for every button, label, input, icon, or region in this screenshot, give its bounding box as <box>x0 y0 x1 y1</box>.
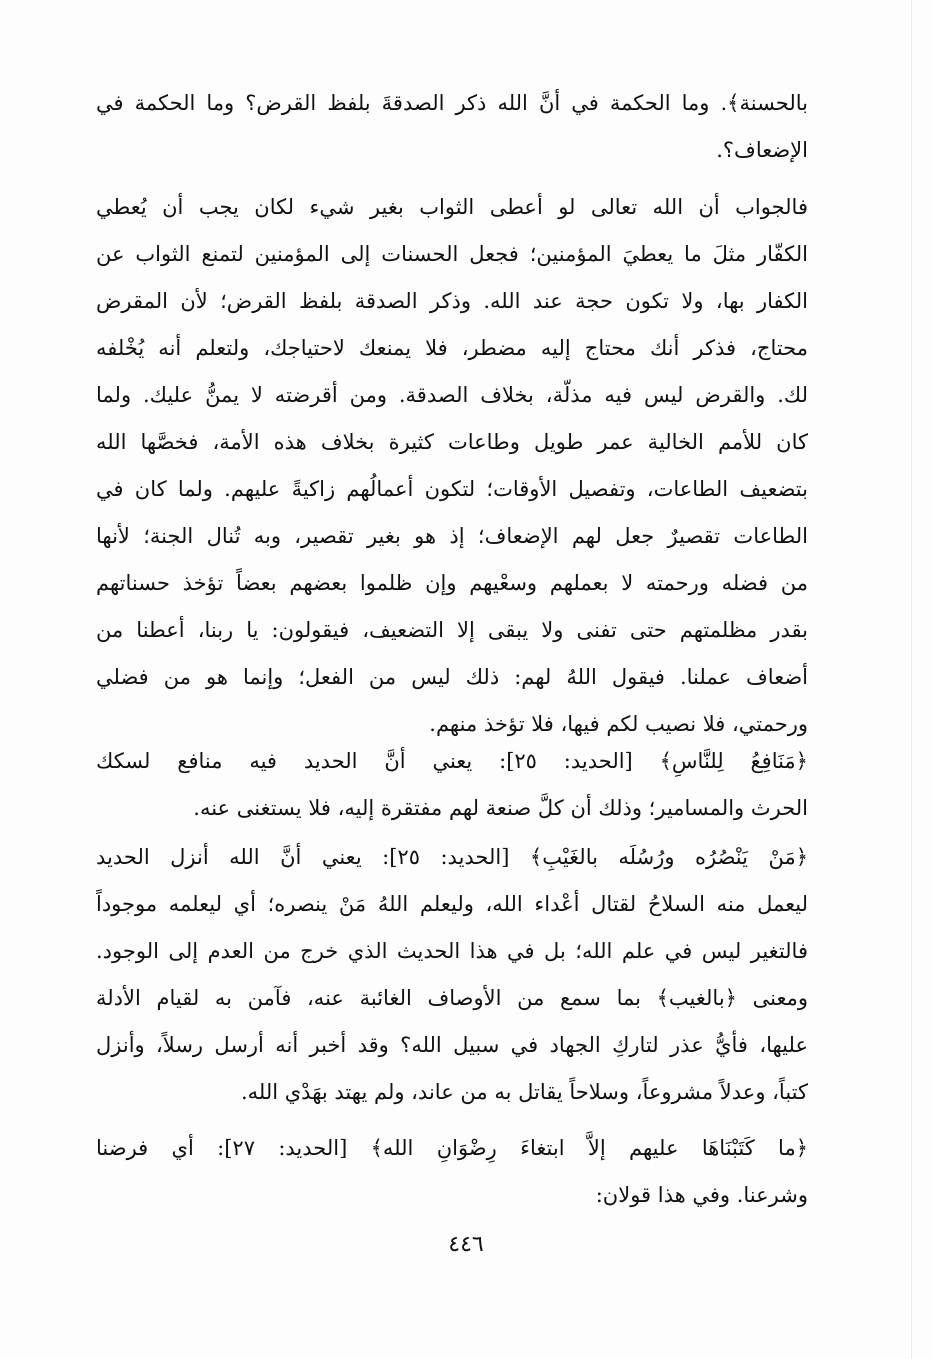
paragraph-intro-question <box>96 80 808 174</box>
paragraph-answer <box>96 184 808 748</box>
text-line: بالحسنة﴾. وما الحكمة في أنَّ الله ذكر الصدقةَ بلفظ القرض؟ وما الحكمة في <box>96 91 808 115</box>
text-line: بتضعيف الطاعات، وتفصيل الأوقات؛ لتكون أعمالُهم زاكيةً عليهم. ولما كان في <box>96 477 808 501</box>
text-line: ليعمل منه السلاحُ لقتال أعْداء الله، وليعلم اللهُ مَنْ ينصره؛ أي ليعلمه موجوداً <box>96 892 808 916</box>
text-line: كتباً، وعدلاً مشروعاً، وسلاحاً يقاتل به من عاند، ولم يهتد بهَدْي الله. <box>240 1080 808 1104</box>
text-line: ورحمتي، فلا نصيب لكم فيها، فلا تؤخذ منهم. <box>429 712 808 736</box>
text-line: لك. والقرض ليس فيه مذلّة، بخلاف الصدقة. ومن أقرضته لا يمنُّ عليك. ولما <box>96 383 808 407</box>
page-edge-shadow <box>911 0 912 1359</box>
text-line: ﴿ما كَتَبْنَاهَا عليهم إلاَّ ابتغاءَ رِضْوَانِ الله﴾ [الحديد: ٢٧]: أي فرضنا <box>96 1136 808 1160</box>
text-line: بقدر مظلمتهم حتى تفنى ولا يبقى إلا التضعيف، فيقولون: يا ربنا، أعطنا من <box>96 618 808 642</box>
text-line: الحرث والمسامير؛ وذلك أن كلَّ صنعة لهم مفتقرة إليه، فلا يستغنى عنه. <box>193 796 808 820</box>
paragraph-benefits-for-people <box>96 738 808 832</box>
text-line: وشرعنا. وفي هذا قولان: <box>595 1183 808 1207</box>
text-line: الكفار بها، ولا تكون حجة عند الله. وذكر الصدقة بلفظ القرض؛ لأن المقرض <box>96 289 808 313</box>
text-line: فالجواب أن الله تعالى لو أعطى الثواب بغير شيء لكان يجب أن يُعطي <box>96 195 808 219</box>
text-line: ﴿مَنْ يَنْصُرُه ورُسُلَه بالغَيْبِ﴾ [الحديد: ٢٥]: يعني أنَّ الله أنزل الحديد <box>96 845 808 869</box>
text-line: الإضعاف؟. <box>716 138 808 162</box>
text-line: ﴿مَنَافِعُ لِلنَّاسِ﴾ [الحديد: ٢٥]: يعني أنَّ الحديد فيه منافع لسكك <box>96 749 808 773</box>
paragraph-monasticism <box>96 1125 808 1219</box>
text-line: فالتغير ليس في علم الله؛ بل في هذا الحديث الذي خرج من العدم إلى الوجود. <box>96 939 808 963</box>
text-line: كان للأمم الخالية عمر طويل وطاعات كثيرة بخلاف هذه الأمة، فخصَّها الله <box>96 430 808 454</box>
text-line: أضعاف عملنا. فيقول اللهُ لهم: ذلك ليس من الفعل؛ وإنما هو من فضلي <box>96 665 808 689</box>
text-line: الطاعات تقصيرٌ جعل لهم الإضعاف؛ إذ هو بغير تقصير، وبه تُنال الجنة؛ لأنها <box>96 524 808 548</box>
page-number: ٤٤٦ <box>448 1232 484 1257</box>
text-line: الكفّار مثلَ ما يعطيَ المؤمنين؛ فجعل الحسنات إلى المؤمنين لتمنع الثواب عن <box>96 242 808 266</box>
text-line: محتاج، فذكر أنك محتاج إليه مضطر، فلا يمنعك لاحتياجك، ولتعلم أنه يُخْلفه <box>96 336 808 360</box>
text-line: من فضله ورحمته لا بعملهم وسعْيهم وإن ظلموا بعضهم بعضاً تؤخذ حسناتهم <box>96 571 808 595</box>
text-line: ومعنى ﴿بالغيب﴾ بما سمع من الأوصاف الغائبة عنه، فآمن به لقيام الأدلة <box>96 986 808 1010</box>
paragraph-who-helps-him <box>96 834 808 1116</box>
text-line: عليها، فأيُّ عذر لتاركِ الجهاد في سبيل الله؟ وقد أخبر أنه أرسل رسلاً، وأنزل <box>96 1033 808 1057</box>
